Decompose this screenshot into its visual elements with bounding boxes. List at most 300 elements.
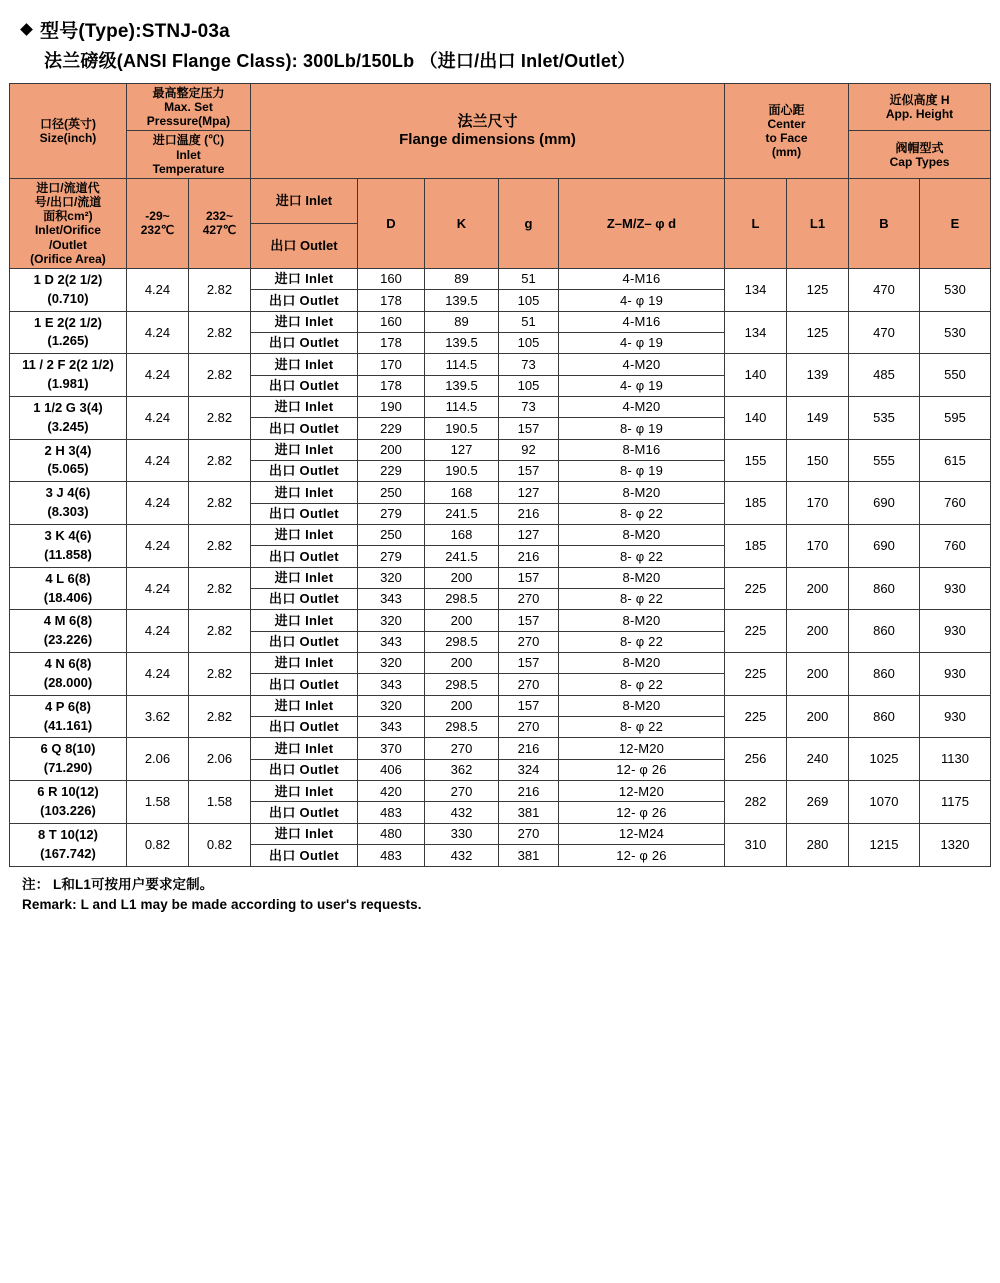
cell-inlet-K: 89 bbox=[424, 268, 498, 289]
cell-inlet-label: 进口 Inlet bbox=[250, 439, 357, 460]
cell-size-code: 2 H 3(4) bbox=[44, 442, 92, 458]
cell-outlet-zmz: 8- φ 22 bbox=[558, 546, 724, 567]
header-app-height bbox=[849, 84, 991, 131]
header-temp-en1: Inlet bbox=[176, 147, 201, 162]
cell-inlet-zmz: 8-M20 bbox=[558, 567, 724, 588]
cell-outlet-label: 出口 Outlet bbox=[250, 332, 357, 353]
cell-orifice-area: (3.245) bbox=[47, 418, 89, 434]
cell-orifice-area: (1.981) bbox=[47, 376, 89, 392]
header-temp-range-2 bbox=[188, 178, 250, 268]
header-msp-cn: 最高整定压力 bbox=[152, 86, 225, 100]
cell-inlet-g: 127 bbox=[498, 525, 558, 546]
cell-size bbox=[9, 738, 126, 781]
cell-pressure-high-temp: 2.82 bbox=[188, 567, 250, 610]
cell-inlet-K: 270 bbox=[424, 738, 498, 759]
cell-l1: 200 bbox=[786, 567, 848, 610]
cell-inlet-label: 进口 Inlet bbox=[250, 268, 357, 289]
cell-pressure-low-temp: 1.58 bbox=[126, 781, 188, 824]
cell-outlet-K: 139.5 bbox=[424, 332, 498, 353]
header-msp-en1: Max. Set bbox=[164, 100, 213, 115]
cell-l: 310 bbox=[724, 823, 786, 866]
cell-outlet-zmz: 4- φ 19 bbox=[558, 375, 724, 396]
cell-pressure-high-temp: 2.82 bbox=[188, 268, 250, 311]
header-flange-cn: 法兰尺寸 bbox=[457, 113, 518, 131]
header-height-cn: 近似高度 H bbox=[889, 93, 950, 108]
cell-orifice-area: (23.226) bbox=[43, 632, 93, 648]
cell-l1: 240 bbox=[786, 738, 848, 781]
header-orifice-l4: Inlet/Orifice bbox=[34, 223, 101, 238]
diamond-bullet-icon bbox=[20, 23, 33, 36]
cell-b: 690 bbox=[849, 482, 920, 525]
cell-l: 185 bbox=[724, 525, 786, 568]
remark-block bbox=[22, 875, 992, 917]
cell-l: 225 bbox=[724, 567, 786, 610]
table-row bbox=[9, 268, 990, 289]
cell-outlet-zmz: 12- φ 26 bbox=[558, 759, 724, 780]
header-ctf-unit: (mm) bbox=[771, 145, 802, 160]
cell-pressure-high-temp: 2.82 bbox=[188, 396, 250, 439]
cell-outlet-g: 157 bbox=[498, 460, 558, 481]
cell-orifice-area: (28.000) bbox=[43, 674, 93, 690]
cell-inlet-K: 114.5 bbox=[424, 354, 498, 375]
header-outlet-row-label: 出口 Outlet bbox=[250, 223, 357, 268]
cell-pressure-high-temp: 2.82 bbox=[188, 482, 250, 525]
cell-b: 860 bbox=[849, 653, 920, 696]
cell-outlet-label: 出口 Outlet bbox=[250, 631, 357, 652]
cell-outlet-D: 279 bbox=[357, 503, 424, 524]
cell-inlet-zmz: 8-M20 bbox=[558, 525, 724, 546]
cell-inlet-K: 200 bbox=[424, 695, 498, 716]
table-row bbox=[9, 311, 990, 332]
header-temp-cn: 进口温度 (℃) bbox=[152, 133, 225, 148]
cell-outlet-label: 出口 Outlet bbox=[250, 418, 357, 439]
header-cap-types bbox=[849, 131, 991, 178]
table-row bbox=[9, 695, 990, 716]
cell-inlet-g: 157 bbox=[498, 653, 558, 674]
cell-l1: 125 bbox=[786, 268, 848, 311]
cell-outlet-K: 362 bbox=[424, 759, 498, 780]
cell-outlet-label: 出口 Outlet bbox=[250, 375, 357, 396]
cell-b: 470 bbox=[849, 311, 920, 354]
cell-inlet-K: 168 bbox=[424, 482, 498, 503]
table-row bbox=[9, 525, 990, 546]
cell-pressure-high-temp: 2.82 bbox=[188, 311, 250, 354]
cell-outlet-label: 出口 Outlet bbox=[250, 759, 357, 780]
cell-pressure-low-temp: 2.06 bbox=[126, 738, 188, 781]
header-size bbox=[9, 84, 126, 179]
cell-pressure-low-temp: 4.24 bbox=[126, 396, 188, 439]
header-row-1 bbox=[9, 84, 990, 131]
header-D: D bbox=[357, 178, 424, 268]
cell-outlet-g: 324 bbox=[498, 759, 558, 780]
cell-size-code: 1 1/2 G 3(4) bbox=[33, 399, 103, 415]
cell-inlet-g: 92 bbox=[498, 439, 558, 460]
table-row bbox=[9, 396, 990, 417]
cell-pressure-high-temp: 2.82 bbox=[188, 354, 250, 397]
cell-outlet-D: 279 bbox=[357, 546, 424, 567]
flange-class-subtitle: 法兰磅级(ANSI Flange Class): 300Lb/150Lb （进口/出口 Inlet/Outlet） bbox=[44, 51, 636, 71]
cell-outlet-D: 178 bbox=[357, 290, 424, 311]
cell-size-code: 1 E 2(2 1/2) bbox=[34, 314, 102, 330]
cell-outlet-label: 出口 Outlet bbox=[250, 589, 357, 610]
cell-inlet-g: 270 bbox=[498, 823, 558, 844]
table-row bbox=[9, 738, 990, 759]
cell-size bbox=[9, 354, 126, 397]
cell-inlet-D: 250 bbox=[357, 482, 424, 503]
cell-inlet-label: 进口 Inlet bbox=[250, 354, 357, 375]
cell-l1: 150 bbox=[786, 439, 848, 482]
cell-l: 256 bbox=[724, 738, 786, 781]
cell-outlet-zmz: 12- φ 26 bbox=[558, 845, 724, 866]
cell-outlet-D: 343 bbox=[357, 631, 424, 652]
header-msp-en2: Pressure(Mpa) bbox=[146, 114, 231, 129]
cell-outlet-g: 105 bbox=[498, 290, 558, 311]
cell-l: 225 bbox=[724, 610, 786, 653]
cell-outlet-g: 157 bbox=[498, 418, 558, 439]
cell-size bbox=[9, 781, 126, 824]
cell-b: 860 bbox=[849, 567, 920, 610]
header-cap-en: Cap Types bbox=[889, 154, 950, 169]
cell-outlet-D: 483 bbox=[357, 845, 424, 866]
cell-size bbox=[9, 482, 126, 525]
cell-b: 1070 bbox=[849, 781, 920, 824]
cell-l: 282 bbox=[724, 781, 786, 824]
cell-outlet-g: 270 bbox=[498, 674, 558, 695]
cell-size-code: 3 K 4(6) bbox=[44, 528, 92, 543]
header-inlet-row-label: 进口 Inlet bbox=[250, 178, 357, 223]
cell-inlet-g: 216 bbox=[498, 738, 558, 759]
cell-inlet-g: 157 bbox=[498, 567, 558, 588]
cell-outlet-zmz: 8- φ 19 bbox=[558, 418, 724, 439]
header-ctf-en1: Center bbox=[767, 116, 806, 131]
cell-pressure-low-temp: 4.24 bbox=[126, 268, 188, 311]
cell-outlet-zmz: 4- φ 19 bbox=[558, 290, 724, 311]
cell-inlet-label: 进口 Inlet bbox=[250, 567, 357, 588]
cell-outlet-K: 139.5 bbox=[424, 290, 498, 311]
cell-outlet-g: 216 bbox=[498, 503, 558, 524]
remark-en: Remark: L and L1 may be made according to user's requests. bbox=[22, 897, 422, 913]
cell-b: 860 bbox=[849, 695, 920, 738]
cell-size-code: 4 N 6(8) bbox=[44, 656, 92, 672]
cell-size bbox=[9, 823, 126, 866]
cell-inlet-label: 进口 Inlet bbox=[250, 396, 357, 417]
cell-inlet-zmz: 4-M16 bbox=[558, 268, 724, 289]
header-temp-en2: Temperature bbox=[152, 161, 225, 176]
type-title bbox=[22, 16, 992, 43]
table-row bbox=[9, 781, 990, 802]
cell-inlet-D: 190 bbox=[357, 396, 424, 417]
cell-size bbox=[9, 567, 126, 610]
header-height-en: App. Height bbox=[885, 107, 954, 122]
cell-e: 930 bbox=[920, 695, 991, 738]
cell-pressure-high-temp: 2.82 bbox=[188, 525, 250, 568]
cell-e: 930 bbox=[920, 610, 991, 653]
cell-b: 1025 bbox=[849, 738, 920, 781]
cell-l: 225 bbox=[724, 695, 786, 738]
cell-outlet-K: 241.5 bbox=[424, 546, 498, 567]
cell-outlet-label: 出口 Outlet bbox=[250, 503, 357, 524]
cell-e: 930 bbox=[920, 567, 991, 610]
header-orifice-l3: 面积cm²) bbox=[43, 209, 93, 224]
cell-inlet-zmz: 12-M20 bbox=[558, 738, 724, 759]
cell-inlet-g: 127 bbox=[498, 482, 558, 503]
header-cap-cn: 阀帽型式 bbox=[895, 140, 944, 155]
cell-l: 225 bbox=[724, 653, 786, 696]
cell-inlet-zmz: 8-M20 bbox=[558, 610, 724, 631]
cell-l1: 149 bbox=[786, 396, 848, 439]
header-flange-en: Flange dimensions (mm) bbox=[399, 130, 576, 148]
cell-pressure-low-temp: 4.24 bbox=[126, 567, 188, 610]
cell-l: 140 bbox=[724, 354, 786, 397]
cell-e: 595 bbox=[920, 396, 991, 439]
cell-pressure-high-temp: 1.58 bbox=[188, 781, 250, 824]
cell-inlet-K: 270 bbox=[424, 781, 498, 802]
header-temp-range-1 bbox=[126, 178, 188, 268]
cell-size bbox=[9, 268, 126, 311]
cell-l: 140 bbox=[724, 396, 786, 439]
cell-inlet-label: 进口 Inlet bbox=[250, 482, 357, 503]
cell-size-code: 4 M 6(8) bbox=[43, 613, 93, 629]
cell-size bbox=[9, 311, 126, 354]
cell-inlet-g: 73 bbox=[498, 354, 558, 375]
cell-b: 535 bbox=[849, 396, 920, 439]
cell-e: 930 bbox=[920, 653, 991, 696]
header-temp2-l1: 232~ bbox=[205, 209, 233, 224]
cell-size-code: 4 P 6(8) bbox=[44, 698, 91, 714]
cell-inlet-g: 216 bbox=[498, 781, 558, 802]
cell-orifice-area: (8.303) bbox=[47, 504, 89, 520]
cell-pressure-low-temp: 0.82 bbox=[126, 823, 188, 866]
cell-l: 134 bbox=[724, 268, 786, 311]
table-row bbox=[9, 354, 990, 375]
cell-inlet-D: 160 bbox=[357, 268, 424, 289]
header-inlet-temperature bbox=[126, 131, 250, 178]
cell-pressure-low-temp: 3.62 bbox=[126, 695, 188, 738]
cell-e: 760 bbox=[920, 525, 991, 568]
cell-e: 1320 bbox=[920, 823, 991, 866]
header-size-en: Size(inch) bbox=[39, 130, 97, 145]
cell-outlet-D: 343 bbox=[357, 674, 424, 695]
cell-inlet-D: 420 bbox=[357, 781, 424, 802]
cell-outlet-label: 出口 Outlet bbox=[250, 674, 357, 695]
cell-outlet-g: 381 bbox=[498, 802, 558, 823]
cell-inlet-label: 进口 Inlet bbox=[250, 610, 357, 631]
cell-orifice-area: (167.742) bbox=[40, 845, 96, 861]
cell-size bbox=[9, 525, 126, 568]
cell-outlet-zmz: 8- φ 22 bbox=[558, 631, 724, 652]
cell-inlet-D: 250 bbox=[357, 525, 424, 546]
cell-inlet-zmz: 8-M20 bbox=[558, 653, 724, 674]
cell-inlet-K: 89 bbox=[424, 311, 498, 332]
cell-outlet-K: 139.5 bbox=[424, 375, 498, 396]
cell-inlet-zmz: 12-M20 bbox=[558, 781, 724, 802]
cell-l1: 139 bbox=[786, 354, 848, 397]
header-size-cn: 口径(英寸) bbox=[39, 116, 96, 131]
cell-outlet-D: 178 bbox=[357, 375, 424, 396]
cell-orifice-area: (1.265) bbox=[47, 333, 89, 349]
header-L1: L1 bbox=[786, 178, 848, 268]
cell-inlet-zmz: 4-M20 bbox=[558, 396, 724, 417]
cell-inlet-D: 320 bbox=[357, 567, 424, 588]
cell-inlet-D: 160 bbox=[357, 311, 424, 332]
cell-pressure-high-temp: 2.06 bbox=[188, 738, 250, 781]
cell-size-code: 11 / 2 F 2(2 1/2) bbox=[22, 357, 114, 373]
cell-inlet-g: 51 bbox=[498, 311, 558, 332]
cell-inlet-K: 200 bbox=[424, 653, 498, 674]
cell-inlet-zmz: 4-M16 bbox=[558, 311, 724, 332]
cell-e: 1175 bbox=[920, 781, 991, 824]
table-row bbox=[9, 653, 990, 674]
cell-orifice-area: (5.065) bbox=[47, 461, 89, 477]
cell-inlet-K: 330 bbox=[424, 823, 498, 844]
cell-inlet-g: 51 bbox=[498, 268, 558, 289]
cell-l1: 280 bbox=[786, 823, 848, 866]
cell-outlet-label: 出口 Outlet bbox=[250, 460, 357, 481]
header-flange-dimensions bbox=[250, 84, 724, 179]
cell-inlet-D: 320 bbox=[357, 610, 424, 631]
header-E: E bbox=[920, 178, 991, 268]
cell-inlet-label: 进口 Inlet bbox=[250, 653, 357, 674]
cell-pressure-high-temp: 2.82 bbox=[188, 695, 250, 738]
cell-inlet-zmz: 8-M16 bbox=[558, 439, 724, 460]
cell-size bbox=[9, 610, 126, 653]
cell-b: 555 bbox=[849, 439, 920, 482]
header-orifice-l5: /Outlet bbox=[48, 237, 87, 252]
cell-pressure-high-temp: 0.82 bbox=[188, 823, 250, 866]
cell-outlet-K: 190.5 bbox=[424, 418, 498, 439]
header-orifice-l6: (Orifice Area) bbox=[30, 251, 106, 266]
cell-l1: 200 bbox=[786, 653, 848, 696]
cell-pressure-low-temp: 4.24 bbox=[126, 439, 188, 482]
cell-orifice-area: (11.858) bbox=[44, 546, 92, 562]
cell-inlet-D: 200 bbox=[357, 439, 424, 460]
cell-size-code: 8 T 10(12) bbox=[37, 826, 98, 842]
cell-e: 530 bbox=[920, 311, 991, 354]
cell-outlet-g: 270 bbox=[498, 717, 558, 738]
cell-e: 550 bbox=[920, 354, 991, 397]
type-title-text: 型号(Type):STNJ-03a bbox=[40, 21, 230, 42]
cell-size-code: 6 Q 8(10) bbox=[40, 741, 96, 757]
cell-outlet-D: 229 bbox=[357, 460, 424, 481]
header-zmz: Z–M/Z– φ d bbox=[558, 178, 724, 268]
cell-inlet-label: 进口 Inlet bbox=[250, 525, 357, 546]
cell-l1: 170 bbox=[786, 482, 848, 525]
header-K: K bbox=[424, 178, 498, 268]
cell-pressure-low-temp: 4.24 bbox=[126, 482, 188, 525]
cell-l1: 200 bbox=[786, 695, 848, 738]
cell-size bbox=[9, 653, 126, 696]
cell-inlet-g: 157 bbox=[498, 695, 558, 716]
cell-outlet-label: 出口 Outlet bbox=[250, 546, 357, 567]
cell-e: 760 bbox=[920, 482, 991, 525]
cell-inlet-K: 127 bbox=[424, 439, 498, 460]
header-max-set-pressure bbox=[126, 84, 250, 131]
cell-pressure-high-temp: 2.82 bbox=[188, 439, 250, 482]
cell-inlet-K: 200 bbox=[424, 610, 498, 631]
cell-pressure-high-temp: 2.82 bbox=[188, 653, 250, 696]
header-center-to-face bbox=[724, 84, 848, 179]
cell-outlet-D: 343 bbox=[357, 717, 424, 738]
cell-inlet-D: 320 bbox=[357, 653, 424, 674]
cell-size bbox=[9, 695, 126, 738]
cell-inlet-label: 进口 Inlet bbox=[250, 823, 357, 844]
cell-size bbox=[9, 439, 126, 482]
table-row bbox=[9, 567, 990, 588]
cell-inlet-D: 170 bbox=[357, 354, 424, 375]
cell-outlet-K: 432 bbox=[424, 802, 498, 823]
cell-orifice-area: (18.406) bbox=[43, 589, 93, 605]
cell-l1: 125 bbox=[786, 311, 848, 354]
header-temp1-l2: 232℃ bbox=[140, 223, 175, 238]
cell-outlet-D: 178 bbox=[357, 332, 424, 353]
table-body bbox=[9, 268, 990, 866]
cell-pressure-low-temp: 4.24 bbox=[126, 525, 188, 568]
cell-pressure-high-temp: 2.82 bbox=[188, 610, 250, 653]
cell-outlet-K: 298.5 bbox=[424, 717, 498, 738]
cell-inlet-zmz: 12-M24 bbox=[558, 823, 724, 844]
cell-inlet-g: 157 bbox=[498, 610, 558, 631]
cell-inlet-label: 进口 Inlet bbox=[250, 695, 357, 716]
cell-outlet-zmz: 8- φ 19 bbox=[558, 460, 724, 481]
cell-l1: 200 bbox=[786, 610, 848, 653]
cell-outlet-label: 出口 Outlet bbox=[250, 802, 357, 823]
specification-table bbox=[9, 83, 991, 867]
table-header bbox=[9, 84, 990, 269]
cell-b: 690 bbox=[849, 525, 920, 568]
cell-outlet-D: 343 bbox=[357, 589, 424, 610]
cell-e: 615 bbox=[920, 439, 991, 482]
header-B: B bbox=[849, 178, 920, 268]
cell-inlet-K: 200 bbox=[424, 567, 498, 588]
cell-outlet-zmz: 8- φ 22 bbox=[558, 717, 724, 738]
header-g: g bbox=[498, 178, 558, 268]
cell-inlet-K: 168 bbox=[424, 525, 498, 546]
cell-outlet-K: 241.5 bbox=[424, 503, 498, 524]
cell-outlet-D: 229 bbox=[357, 418, 424, 439]
header-temp2-l2: 427℃ bbox=[202, 223, 237, 238]
cell-inlet-label: 进口 Inlet bbox=[250, 738, 357, 759]
cell-inlet-D: 320 bbox=[357, 695, 424, 716]
cell-b: 1215 bbox=[849, 823, 920, 866]
cell-inlet-zmz: 8-M20 bbox=[558, 695, 724, 716]
cell-size bbox=[9, 396, 126, 439]
cell-outlet-K: 298.5 bbox=[424, 589, 498, 610]
cell-l: 155 bbox=[724, 439, 786, 482]
cell-inlet-label: 进口 Inlet bbox=[250, 311, 357, 332]
cell-l: 134 bbox=[724, 311, 786, 354]
cell-b: 470 bbox=[849, 268, 920, 311]
cell-outlet-K: 298.5 bbox=[424, 674, 498, 695]
cell-outlet-D: 406 bbox=[357, 759, 424, 780]
table-row bbox=[9, 482, 990, 503]
cell-outlet-g: 105 bbox=[498, 375, 558, 396]
cell-e: 1130 bbox=[920, 738, 991, 781]
cell-outlet-g: 270 bbox=[498, 631, 558, 652]
cell-outlet-zmz: 8- φ 22 bbox=[558, 503, 724, 524]
cell-inlet-D: 480 bbox=[357, 823, 424, 844]
cell-outlet-label: 出口 Outlet bbox=[250, 717, 357, 738]
cell-pressure-low-temp: 4.24 bbox=[126, 311, 188, 354]
cell-e: 530 bbox=[920, 268, 991, 311]
table-row bbox=[9, 610, 990, 631]
cell-size-code: 6 R 10(12) bbox=[37, 784, 99, 800]
cell-inlet-K: 114.5 bbox=[424, 396, 498, 417]
header-row-3 bbox=[9, 178, 990, 223]
cell-l1: 170 bbox=[786, 525, 848, 568]
cell-outlet-zmz: 8- φ 22 bbox=[558, 589, 724, 610]
cell-outlet-label: 出口 Outlet bbox=[250, 845, 357, 866]
cell-orifice-area: (103.226) bbox=[40, 802, 96, 818]
